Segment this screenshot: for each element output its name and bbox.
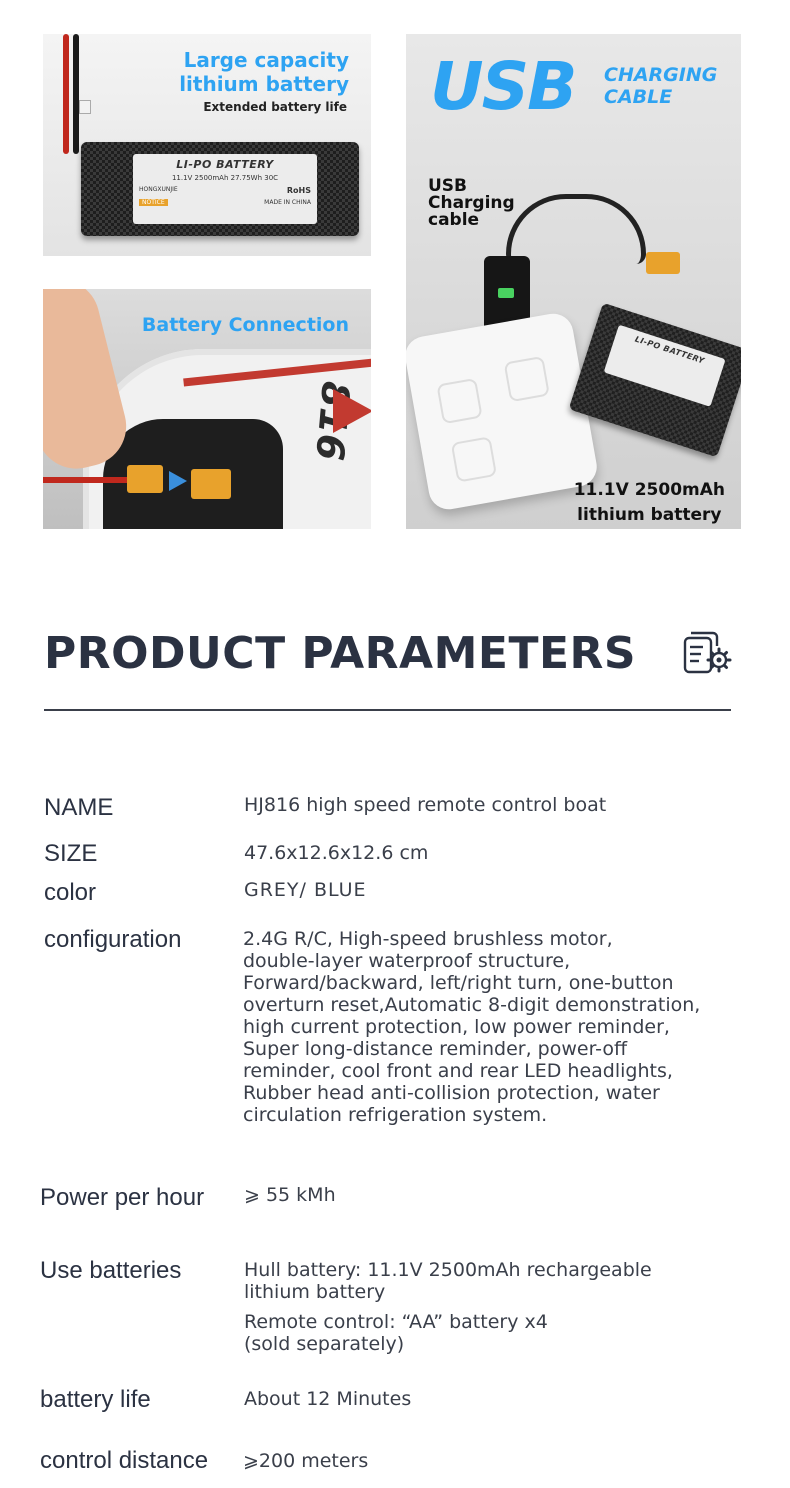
battery-wire-black: [73, 34, 79, 154]
config-line: double-layer waterproof structure,: [243, 950, 571, 972]
battery-title-line2: lithium battery: [179, 72, 349, 96]
battery-capacity-image: [43, 34, 371, 256]
xt60-connector: [646, 252, 680, 274]
battery-label-origin: MADE IN CHINA: [264, 199, 311, 206]
battery-connection-image: [43, 289, 371, 529]
battery-label-spec: 11.1V 2500mAh 27.75Wh 30C: [171, 174, 279, 182]
outlet: [451, 436, 497, 482]
config-line: Rubber head anti-collision protection, water: [243, 1082, 660, 1104]
param-label-configuration: configuration: [44, 926, 182, 953]
usb-cable-label-line3: cable: [428, 210, 480, 230]
cable-text: CABLE: [604, 86, 673, 108]
battery-label-brand: HONGXUNJIE: [139, 186, 178, 193]
param-value-configuration: [243, 928, 700, 1126]
arrow-icon: [169, 471, 187, 491]
param-value-life: About 12 Minutes: [244, 1388, 412, 1410]
param-value-size: 47.6x12.6x12.6 cm: [244, 842, 429, 864]
power-strip: [406, 311, 600, 513]
battery-title-line1: Large capacity: [183, 48, 349, 72]
usb-cable-label-line2: Charging: [428, 193, 515, 213]
hull-red-arrow: [333, 389, 371, 433]
battery-label-title: LI-PO BATTERY: [633, 334, 706, 366]
xt60-connector-female: [191, 469, 231, 499]
param-value-color: GREY/ BLUE: [244, 879, 367, 901]
balance-connector: [79, 100, 91, 114]
usb-charging-image: [406, 34, 741, 529]
lipo-battery-small: [569, 303, 741, 458]
battery-label-notice: NOTICE: [139, 199, 168, 206]
hull-battery-line2: lithium battery: [244, 1281, 386, 1303]
charging-text: CHARGING: [604, 64, 718, 86]
param-label-name: NAME: [44, 794, 114, 821]
battery-label: [604, 325, 726, 407]
battery-caption-line2: lithium battery: [577, 505, 722, 525]
connection-title: Battery Connection: [141, 314, 349, 336]
charging-cable: [506, 194, 646, 264]
usb-cable-label-line1: USB: [428, 176, 468, 196]
lipo-battery: [81, 142, 359, 236]
led-indicator: [498, 288, 514, 298]
config-line: reminder, cool front and rear LED headlights,: [243, 1060, 673, 1082]
settings-document-icon: [683, 630, 733, 678]
section-title: PRODUCT PARAMETERS: [44, 628, 637, 679]
config-line: circulation refrigeration system.: [243, 1104, 548, 1126]
remote-battery-line2: (sold separately): [244, 1333, 405, 1355]
param-value-distance: ⩾200 meters: [243, 1450, 369, 1472]
xt60-connector-male: [127, 465, 163, 493]
config-line: Super long-distance reminder, power-off: [243, 1038, 628, 1060]
hull-number: 816: [307, 379, 359, 463]
param-label-size: SIZE: [44, 840, 98, 867]
param-label-power: Power per hour: [40, 1184, 205, 1211]
param-label-life: battery life: [40, 1386, 151, 1413]
usb-title: USB: [430, 48, 576, 125]
config-line: 2.4G R/C, High-speed brushless motor,: [243, 928, 613, 950]
battery-label-rohs: RoHS: [286, 186, 311, 195]
battery-wire-red: [63, 34, 69, 154]
config-line: overturn reset,Automatic 8-digit demonstration,: [243, 994, 701, 1016]
outlet: [436, 378, 482, 424]
param-label-color: color: [44, 879, 97, 906]
config-line: high current protection, low power reminder,: [243, 1016, 670, 1038]
battery-subtitle: Extended battery life: [203, 100, 347, 114]
hull-battery-line1: Hull battery: 11.1V 2500mAh rechargeable: [244, 1259, 652, 1281]
battery-label: [133, 154, 317, 224]
param-label-batteries: Use batteries: [40, 1257, 182, 1284]
param-value-batteries: [244, 1259, 652, 1355]
config-line: Forward/backward, left/right turn, one-button: [243, 972, 674, 994]
param-value-name: HJ816 high speed remote control boat: [244, 794, 607, 816]
battery-caption-line1: 11.1V 2500mAh: [573, 480, 725, 500]
battery-label-title: LI-PO BATTERY: [176, 158, 274, 171]
connector-wire: [43, 477, 133, 483]
param-value-power: ⩾ 55 kMh: [244, 1184, 336, 1206]
remote-battery-line1: Remote control: “AA” battery x4: [244, 1311, 548, 1333]
section-divider: [44, 709, 731, 711]
outlet: [504, 356, 550, 402]
param-label-distance: control distance: [40, 1447, 209, 1474]
